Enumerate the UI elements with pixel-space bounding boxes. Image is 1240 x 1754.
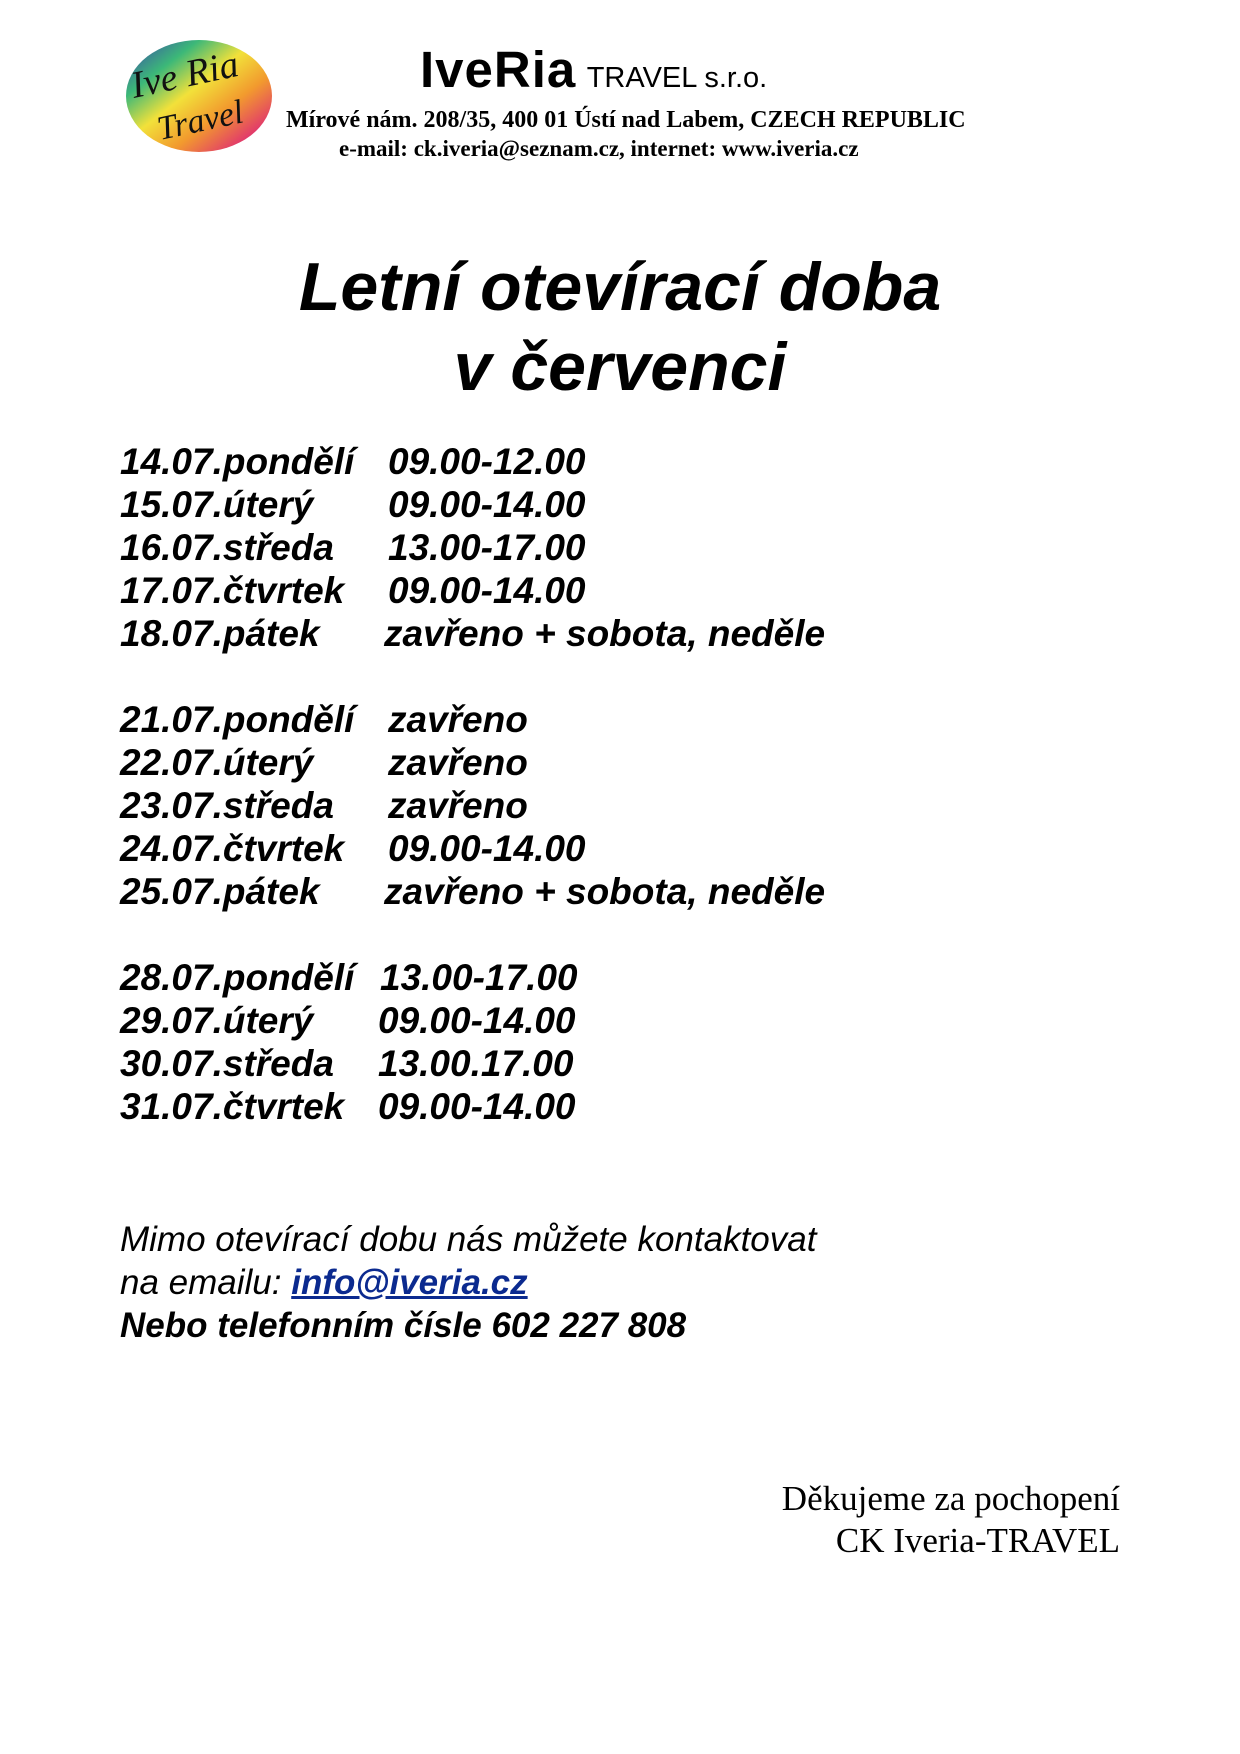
schedule-hours: 13.00-17.00	[388, 527, 586, 568]
schedule-day: 24.07.čtvrtek	[120, 828, 345, 869]
schedule-hours: 09.00-12.00	[388, 441, 586, 482]
schedule-hours: 13.00-17.00	[380, 957, 578, 998]
schedule-hours: 09.00-14.00	[378, 1086, 576, 1127]
schedule-day: 25.07.pátek	[120, 871, 320, 912]
svg-text:Travel: Travel	[153, 93, 247, 148]
schedule-day: 29.07.úterý	[120, 1000, 314, 1041]
schedule-day: 16.07.středa	[120, 527, 334, 568]
brand-suffix: TRAVEL s.r.o.	[586, 62, 768, 94]
company-address: Mírové nám. 208/35, 400 01 Ústí nad Labem, CZECH REPUBLIC	[286, 107, 966, 133]
company-logo	[124, 38, 274, 154]
schedule-day: 30.07.středa	[120, 1043, 334, 1084]
note-email-prefix: na emailu:	[120, 1263, 292, 1302]
schedule-hours: 09.00-14.00	[388, 484, 586, 525]
schedule-hours: 13.00.17.00	[378, 1043, 574, 1084]
schedule-hours: zavřeno + sobota, neděle	[384, 613, 826, 654]
closing-signature	[782, 1478, 1120, 1562]
schedule-day: 28.07.pondělí	[120, 957, 355, 998]
schedule-day: 23.07.středa	[120, 785, 334, 826]
schedule-day: 31.07.čtvrtek	[120, 1086, 345, 1127]
schedule-hours: 09.00-14.00	[378, 1000, 576, 1041]
schedule-hours: zavřeno + sobota, neděle	[384, 871, 826, 912]
title-line-2: v červenci	[453, 329, 787, 405]
contact-note	[120, 1218, 816, 1347]
schedule-hours: zavřeno	[388, 785, 528, 826]
schedule-day: 15.07.úterý	[120, 484, 314, 525]
schedule-hours: 09.00-14.00	[388, 828, 586, 869]
note-line-1: Mimo otevírací dobu nás můžete kontaktovat	[120, 1220, 817, 1259]
closing-line-1: Děkujeme za pochopení	[781, 1479, 1120, 1518]
title-line-1: Letní otevírací doba	[298, 249, 942, 325]
schedule-day: 21.07.pondělí	[120, 699, 355, 740]
schedule-hours: zavřeno	[388, 699, 528, 740]
company-name	[420, 40, 767, 99]
page-title	[0, 247, 1240, 407]
brand-name: IveRia	[420, 41, 577, 98]
schedule-day: 18.07.pátek	[120, 613, 320, 654]
email-link[interactable]: info@iveria.cz	[291, 1263, 528, 1302]
company-contact: e-mail: ck.iveria@seznam.cz, internet: www.iveria.cz	[339, 136, 859, 161]
schedule-day: 14.07.pondělí	[120, 441, 355, 482]
schedule-hours: zavřeno	[388, 742, 528, 783]
schedule-day: 17.07.čtvrtek	[120, 570, 345, 611]
closing-line-2: CK Iveria-TRAVEL	[835, 1521, 1120, 1560]
svg-text:Ive Ria: Ive Ria	[127, 43, 243, 107]
note-line-2	[120, 1261, 816, 1304]
schedule-hours: 09.00-14.00	[388, 570, 586, 611]
schedule-day: 22.07.úterý	[120, 742, 314, 783]
note-phone-line: Nebo telefonním čísle 602 227 808	[120, 1306, 687, 1345]
